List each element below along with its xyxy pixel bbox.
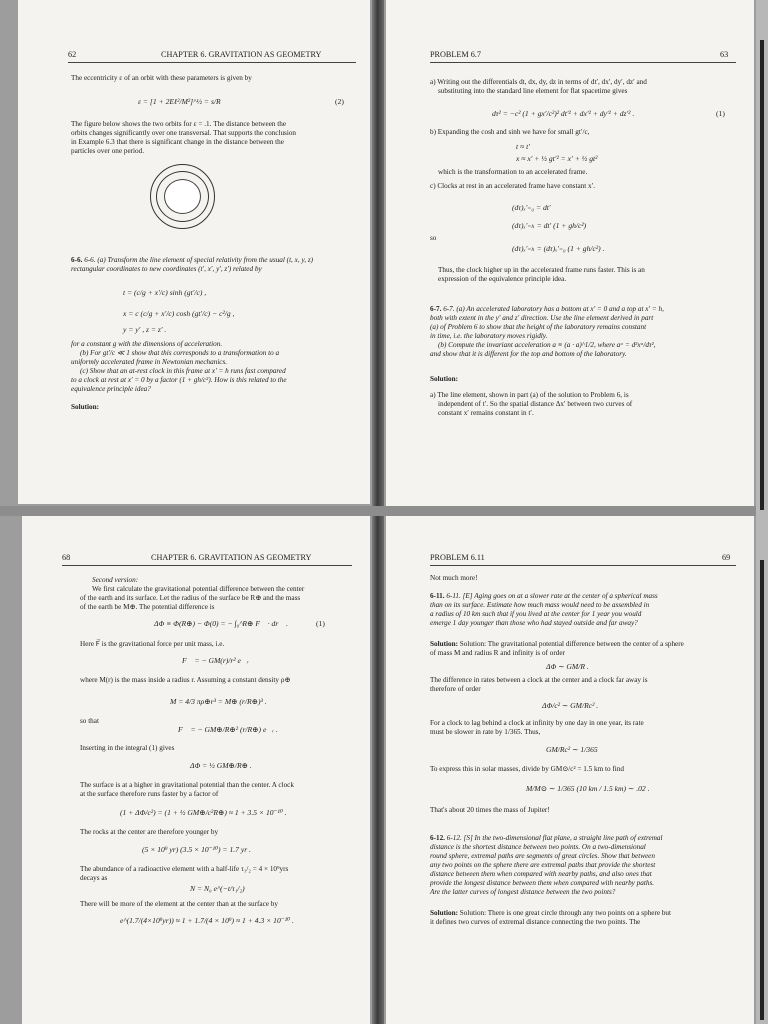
text-line: To express this in solar masses, divide by GM⊙/c² = 1.5 km to find — [430, 765, 624, 773]
equation: (dτ)ₓ′₌₀ = dt′ — [512, 203, 551, 212]
page-separator — [0, 506, 768, 516]
equation: dτ² = −c² (1 + gx′/c²)² dt′² + dx′² + dy′² + dz′² . — [492, 109, 635, 118]
text-line: Not much more! — [430, 574, 478, 582]
text-line: to a clock at rest at x′ = 0 by a factor (1 + gh/c²). How is this related to the — [71, 376, 287, 384]
text-line: The figure below shows the two orbits for ε = .1. The distance between the — [71, 120, 287, 128]
text-line: a) Writing out the differentials dt, dx, dy, dz in terms of dt′, dx′, dy′, dz′ and — [430, 78, 647, 86]
equation: GM/Rc² ∼ 1/365 — [546, 745, 598, 754]
page-number: 62 — [68, 50, 77, 59]
text-line: any two points on the sphere there are extremal paths that provide the shortest — [430, 861, 656, 869]
text-line: Thus, the clock higher up in the accelerated frame runs faster. This is an — [438, 266, 645, 274]
text-line: so — [430, 234, 437, 242]
problem-statement: 6-12. 6-12. [S] In the two-dimensional flat plane, a straight line path of extremal — [430, 834, 663, 842]
text-line: (b) For gt′/c ≪ 1 show that this corresponds to a transformation to a — [80, 349, 280, 357]
text-line: rectangular coordinates to new coordinates (t′, x′, y′, z′) related by — [71, 265, 262, 273]
page-number: 63 — [720, 50, 729, 59]
text-line: so that — [80, 717, 99, 725]
text-line: Solution: The gravitational potential difference between the center of a sphere — [459, 640, 684, 648]
text-line: constant x′ remains constant in t′. — [438, 409, 534, 417]
text-line: in time, i.e. the laboratory moves rigidly. — [430, 332, 548, 340]
text-line: Solution: There is one great circle through any two points on a sphere but — [459, 909, 672, 917]
equation: ε = [1 + 2Eℓ²/M²]^½ = s/R — [138, 97, 221, 106]
text-line: in Example 6.3 that there is significant change in the distance between the — [71, 138, 284, 146]
text-line: There will be more of the element at the center than at the surface by — [80, 900, 278, 908]
text-line: than on its surface. Estimate how much mass would need to be assembled in — [430, 601, 650, 609]
running-header: CHAPTER 6. GRAVITATION AS GEOMETRY — [161, 50, 322, 59]
equation: F⃗ = − GM⊕/R⊕² (r/R⊕) e⃗ᵣ . — [178, 725, 278, 734]
equation: ΔΦ ∼ GM/R . — [546, 662, 589, 671]
text-line: orbits changes significantly over one transversal. That supports the conclusion — [71, 129, 297, 137]
text-line: That's about 20 times the mass of Jupiter! — [430, 806, 550, 814]
text-line: For a clock to lag behind a clock at infinity by one day in one year, its rate — [430, 719, 644, 727]
text-line: (c) Show that an at-rest clock in this frame at x′ = h runs fast compared — [80, 367, 286, 375]
text-line: provide the longest distance between them when compared with nearby paths. — [430, 879, 655, 887]
text-line: must be slower in rate by 1/365. Thus, — [430, 728, 541, 736]
orbit-figure — [150, 164, 216, 230]
running-header: CHAPTER 6. GRAVITATION AS GEOMETRY — [151, 553, 312, 562]
central-body — [164, 179, 201, 214]
text-line: which is the transformation to an accelerated frame. — [438, 168, 588, 176]
equation-number: (1) — [316, 619, 325, 628]
text-line: The surface is at a higher in gravitational potential than the center. A clock — [80, 781, 294, 789]
text-line: it defines two curves of extremal distance connecting the two points. The — [430, 918, 641, 926]
text-line: and show that it is different for the top and bottom of the laboratory. — [430, 350, 627, 358]
text-line: 6-11. [E] Aging goes on at a slower rate at the center of a spherical mass — [446, 592, 658, 600]
text-line: at the surface therefore runs faster by a factor of — [80, 790, 219, 798]
equation: ΔΦ = ½ GM⊕/R⊕ . — [190, 761, 252, 770]
text-line: 6-7. (a) An accelerated laboratory has a bottom at x′ = 0 and a top at x′ = h, — [443, 305, 664, 313]
text-line: distance is the shortest distance between two points. On a two-dimensional — [430, 843, 646, 851]
equation: ΔΦ ≡ Φ(R⊕) − Φ(0) = − ∫₀^R⊕ F⃗ · dr⃗ . — [154, 619, 289, 628]
equation: (5 × 10⁹ yr) (3.5 × 10⁻¹⁰) = 1.7 yr . — [142, 845, 251, 854]
header-rule — [68, 62, 356, 63]
page-68 — [22, 516, 370, 1024]
text-line: Here F⃗ is the gravitational force per unit mass, i.e. — [80, 640, 225, 648]
page-number: 69 — [722, 553, 731, 562]
equation: (dτ)ₓ′₌ₕ = dt′ (1 + gh/c²) — [512, 221, 587, 230]
text-line: The rocks at the center are therefore younger by — [80, 828, 219, 836]
text-line: distance between them when compared with nearby paths, and also ones that — [430, 870, 652, 878]
header-rule — [62, 565, 352, 566]
text-line: c) Clocks at rest in an accelerated frame have constant x′. — [430, 182, 596, 190]
equation: (1 + ΔΦ/c²) = (1 + ½ GM⊕/c²R⊕) ≈ 1 + 3.5 × 10⁻¹⁰ . — [120, 808, 287, 817]
page-63 — [386, 0, 754, 506]
equation: t ≈ t′ — [516, 142, 530, 151]
page-62 — [18, 0, 370, 504]
text-line: 6-6. (a) Transform the line element of special relativity from the usual (t, x, y, z) — [84, 256, 314, 264]
equation: F⃗ = − GM(r)/r² e⃗ᵣ — [182, 656, 249, 665]
text-line: 6-12. [S] In the two-dimensional flat plane, a straight line path of extremal — [446, 834, 663, 842]
text-line: The difference in rates between a clock at the center and a clock far away is — [430, 676, 648, 684]
text-line: for a constant g with the dimensions of acceleration. — [71, 340, 223, 348]
equation: ΔΦ/c² ∼ GM/Rc² . — [542, 701, 599, 710]
text-line: uniformly accelerated frame in Newtonian mechanics. — [71, 358, 228, 366]
text-line: The eccentricity ε of an orbit with these parameters is given by — [71, 74, 252, 82]
text-line: where M(r) is the mass inside a radius r. Assuming a constant density ρ⊕ — [80, 676, 291, 684]
text-line: equivalence principle idea? — [71, 385, 151, 393]
equation: N = N₀ e^(−t/τ₁/₂) — [190, 884, 245, 893]
text-line: both with extent in the y′ and z′ direction. Use the line element derived in part — [430, 314, 654, 322]
equation: t = (c/g + x′/c) sinh (gt′/c) , — [123, 288, 207, 297]
text-line: therefore of order — [430, 685, 481, 693]
equation: y = y′ , z = z′ . — [123, 325, 167, 334]
text-line: substituting into the standard line element for flat spacetime gives — [438, 87, 628, 95]
text-line: of the earth and its surface. Let the radius of the surface be R⊕ and the mass — [80, 594, 301, 602]
text-line: Solution: Solution: The gravitational potential difference between the center of a sphere — [430, 640, 684, 648]
text-line: of mass M and radius R and infinity is of order — [430, 649, 565, 657]
equation-number: (2) — [335, 97, 344, 106]
text-line: a radius of 10 km such that if you lived at the center for 1 year you would — [430, 610, 642, 618]
text-line: round sphere, extremal paths are segments of great circles. Show that between — [430, 852, 655, 860]
text-line: particles over one period. — [71, 147, 145, 155]
text-line: (a) of Problem 6 to show that the height of the laboratory remains constant — [430, 323, 647, 331]
equation-number: (1) — [716, 109, 725, 118]
text-line: a) The line element, shown in part (a) of the solution to Problem 6, is — [430, 391, 629, 399]
page-69 — [386, 516, 754, 1024]
equation: x ≈ x′ + ½ gt′² = x′ + ½ gt² — [516, 154, 598, 163]
problem-statement: 6-7. 6-7. (a) An accelerated laboratory has a bottom at x′ = 0 and a top at x′ = h, — [430, 305, 664, 313]
text-line: emerge 1 day younger than those who had stayed outside and far away? — [430, 619, 638, 627]
text-line: Inserting in the integral (1) gives — [80, 744, 175, 752]
running-header: PROBLEM 6.7 — [430, 50, 481, 59]
running-header: PROBLEM 6.11 — [430, 553, 485, 562]
text-line: Are the latter curves of longest distance between the two points? — [430, 888, 616, 896]
equation: (dτ)ₓ′₌ₕ = (dτ)ₓ′₌₀ (1 + gh/c²) . — [512, 244, 605, 253]
text-line: b) Expanding the cosh and sinh we have for small gt′/c, — [430, 128, 590, 136]
text-line: We first calculate the gravitational potential difference between the center — [92, 585, 305, 593]
text-line: Second version: — [92, 576, 139, 584]
text-line: The abundance of a radioactive element with a half-life τ₁/₂ = 4 × 10⁹yrs — [80, 865, 289, 873]
equation: e^(1.7/(4×10⁹yr)) ≈ 1 + 1.7/(4 × 10⁹) ≈ 1 + 4.3 × 10⁻¹⁰ . — [120, 916, 294, 925]
page-number: 68 — [62, 553, 71, 562]
problem-statement: 6-6. 6-6. (a) Transform the line element of special relativity from the usual (t, x, y, z) — [71, 256, 314, 264]
header-rule — [430, 62, 736, 63]
text-line: of the earth be M⊕. The potential difference is — [80, 603, 215, 611]
equation: M/M⊙ ∼ 1/365 (10 km / 1.5 km) ∼ .02 . — [526, 784, 650, 793]
right-edge — [756, 0, 768, 1024]
solution-heading: Solution: — [71, 403, 99, 411]
text-line: Solution: Solution: There is one great circle through any two points on a sphere but — [430, 909, 672, 917]
equation: M = 4/3 πρ⊕r³ = M⊕ (r/R⊕)³ . — [170, 697, 267, 706]
solution-heading: Solution: — [430, 375, 458, 383]
header-rule — [430, 565, 736, 566]
equation: x = c (c/g + x′/c) cosh (gt′/c) − c²/g , — [123, 309, 235, 318]
problem-statement: 6-11. 6-11. [E] Aging goes on at a slower rate at the center of a spherical mass — [430, 592, 658, 600]
text-line: decays as — [80, 874, 108, 882]
text-line: independent of t′. So the spatial distance Δx′ between two curves of — [438, 400, 633, 408]
text-line: expression of the equivalence principle idea. — [438, 275, 567, 283]
text-line: (b) Compute the invariant acceleration a ≡ (a · a)^1/2, where aᵅ = d²xᵅ/dτ², — [438, 341, 656, 349]
